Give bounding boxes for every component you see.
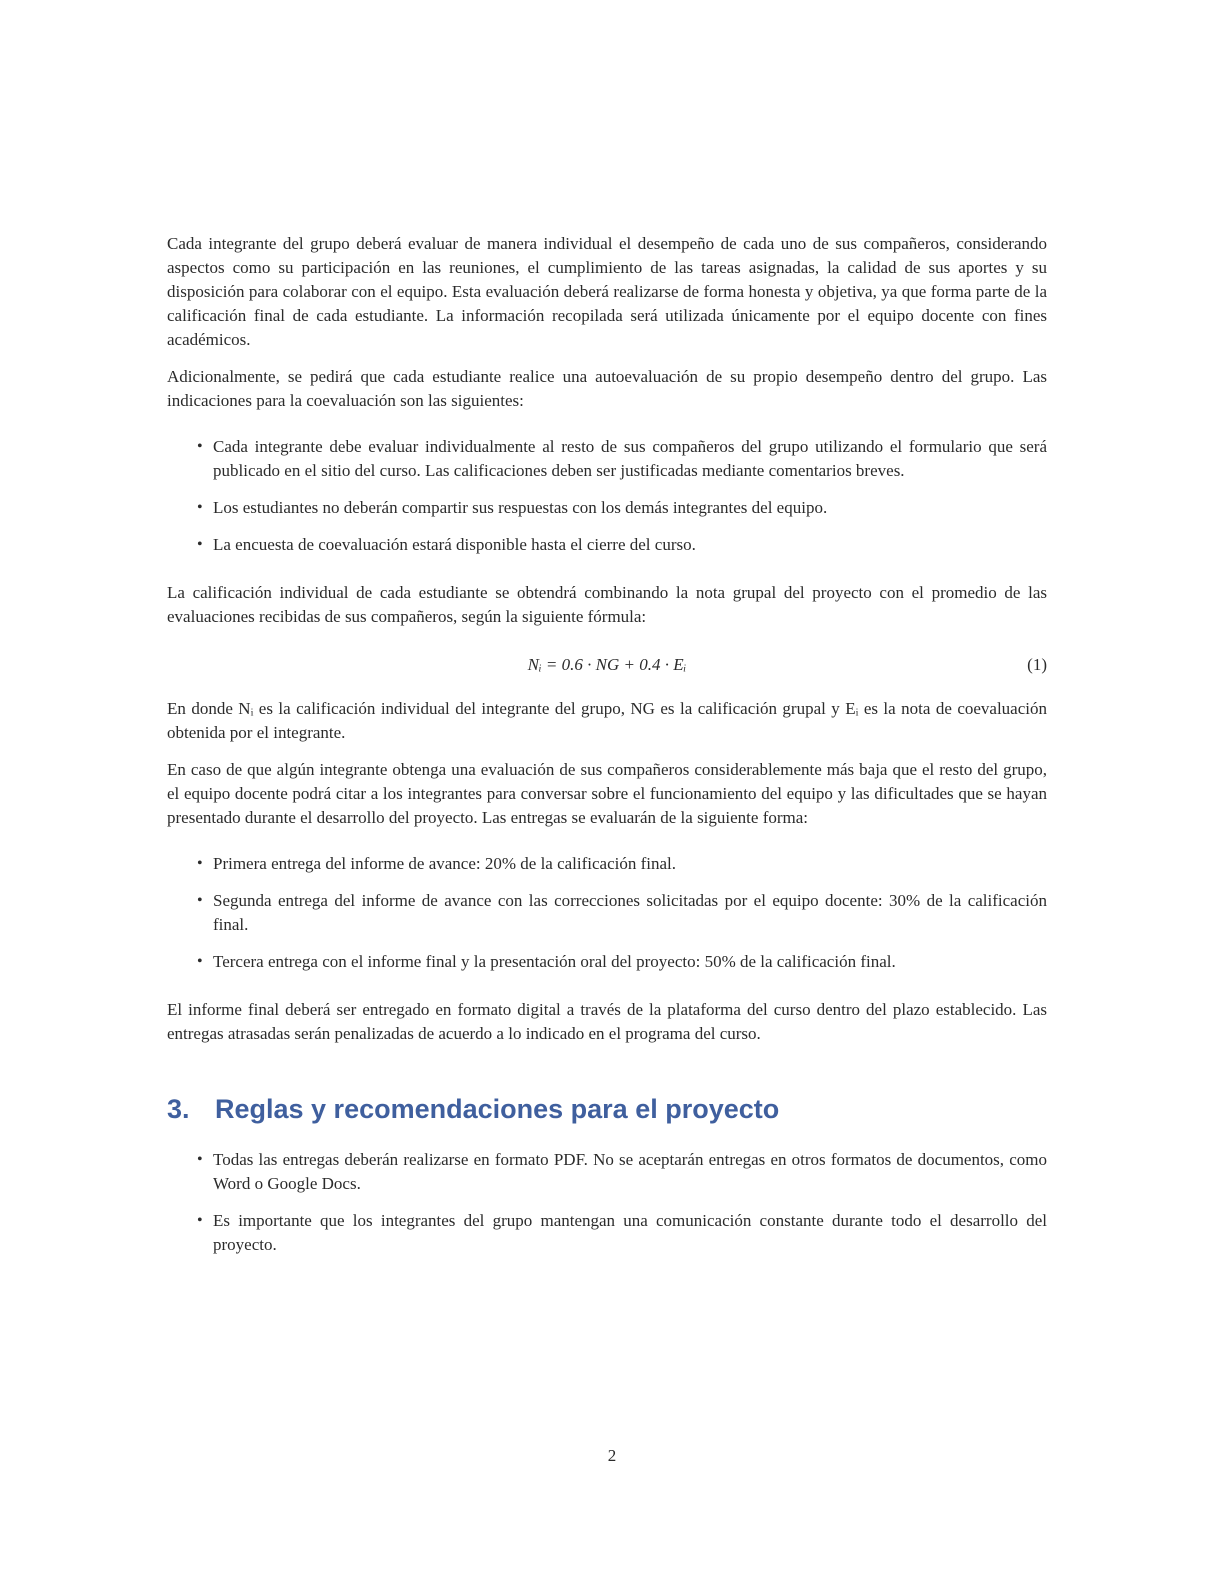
list-item-text: La encuesta de coevaluación estará disponible hasta el cierre del curso. <box>213 535 696 554</box>
bullet-icon: • <box>197 1151 203 1168</box>
page-number: 2 <box>607 1446 617 1465</box>
list-item <box>167 889 1047 937</box>
bullet-icon: • <box>197 1212 203 1229</box>
list-item <box>167 950 1047 974</box>
coevaluation-rules-list <box>167 435 1047 557</box>
paragraph-self-evaluation: Adicionalmente, se pedirá que cada estudiante realice una autoevaluación de su propio desempeño dentro del grupo. Las indicaciones para la coevaluación son las siguientes: <box>167 367 1047 410</box>
bullet-icon: • <box>197 499 203 516</box>
list-item-text: Primera entrega del informe de avance: 20% de la calificación final. <box>213 854 677 873</box>
list-item <box>167 852 1047 876</box>
bullet-icon: • <box>197 892 203 909</box>
list-item-text: Todas las entregas deberán realizarse en formato PDF. No se aceptarán entregas en otros formatos de documentos, como Word o Google Docs. <box>213 1150 1047 1193</box>
list-item <box>167 533 1047 557</box>
deliverables-list <box>167 852 1047 974</box>
equation-formula: Nᵢ = 0.6 · NG + 0.4 · Eᵢ <box>527 655 687 674</box>
list-item-text: Cada integrante debe evaluar individualmente al resto de sus compañeros del grupo utilizando el formulario que será publicado en el sitio del curso. Las calificaciones deben ser justificadas mediante comentarios breves. <box>213 437 1047 480</box>
paragraph-formula-explanation: En donde Nᵢ es la calificación individual del integrante del grupo, NG es la calificación grupal y Eᵢ es la nota de coevaluación obtenida por el integrante. <box>167 699 1047 742</box>
list-item-text: Los estudiantes no deberán compartir sus respuestas con los demás integrantes del equipo. <box>213 498 828 517</box>
section-number: 3. <box>167 1094 190 1124</box>
list-item <box>167 435 1047 483</box>
equation-number: (1) <box>1027 655 1047 674</box>
paragraph-grade-formula-intro: La calificación individual de cada estudiante se obtendrá combinando la nota grupal del proyecto con el promedio de las evaluaciones recibidas de sus compañeros, según la siguiente fórmula: <box>167 583 1047 626</box>
list-item-text: Tercera entrega con el informe final y la presentación oral del proyecto: 50% de la calificación final. <box>213 952 896 971</box>
paragraph-deliverables-intro: En caso de que algún integrante obtenga una evaluación de sus compañeros considerablemente más baja que el resto del grupo, el equipo docente podrá citar a los integrantes para conversar sobre el funcionamiento del equipo y las dificultades que se hayan presentado durante el desarrollo del proyecto. Las entregas se evaluarán de la siguiente forma: <box>167 760 1047 827</box>
bullet-icon: • <box>197 953 203 970</box>
page-content <box>167 232 1047 1281</box>
list-item-text: Segunda entrega del informe de avance con las correcciones solicitadas por el equipo docente: 30% de la calificación final. <box>213 891 1047 934</box>
grade-equation <box>167 653 1047 677</box>
list-item <box>167 1148 1047 1196</box>
section-title: Reglas y recomendaciones para el proyecto <box>215 1094 780 1124</box>
bullet-icon: • <box>197 438 203 455</box>
bullet-icon: • <box>197 855 203 872</box>
paragraph-peer-evaluation: Cada integrante del grupo deberá evaluar de manera individual el desempeño de cada uno de sus compañeros, considerando aspectos como su participación en las reuniones, el cumplimiento de las tareas asignadas, la calidad de sus aportes y su disposición para colaborar con el equipo. Esta evaluación deberá realizarse de forma honesta y objetiva, ya que forma parte de la calificación final de cada estudiante. La información recopilada será utilizada únicamente por el equipo docente con fines académicos. <box>167 234 1047 349</box>
paragraph-final-report: El informe final deberá ser entregado en formato digital a través de la plataforma del curso dentro del plazo establecido. Las entregas atrasadas serán penalizadas de acuerdo a lo indicado en el programa del curso. <box>167 1000 1047 1043</box>
list-item <box>167 496 1047 520</box>
project-rules-list <box>167 1148 1047 1257</box>
list-item <box>167 1209 1047 1257</box>
bullet-icon: • <box>197 536 203 553</box>
list-item-text: Es importante que los integrantes del grupo mantengan una comunicación constante durante todo el desarrollo del proyecto. <box>213 1211 1047 1254</box>
section-heading <box>167 1092 1047 1126</box>
